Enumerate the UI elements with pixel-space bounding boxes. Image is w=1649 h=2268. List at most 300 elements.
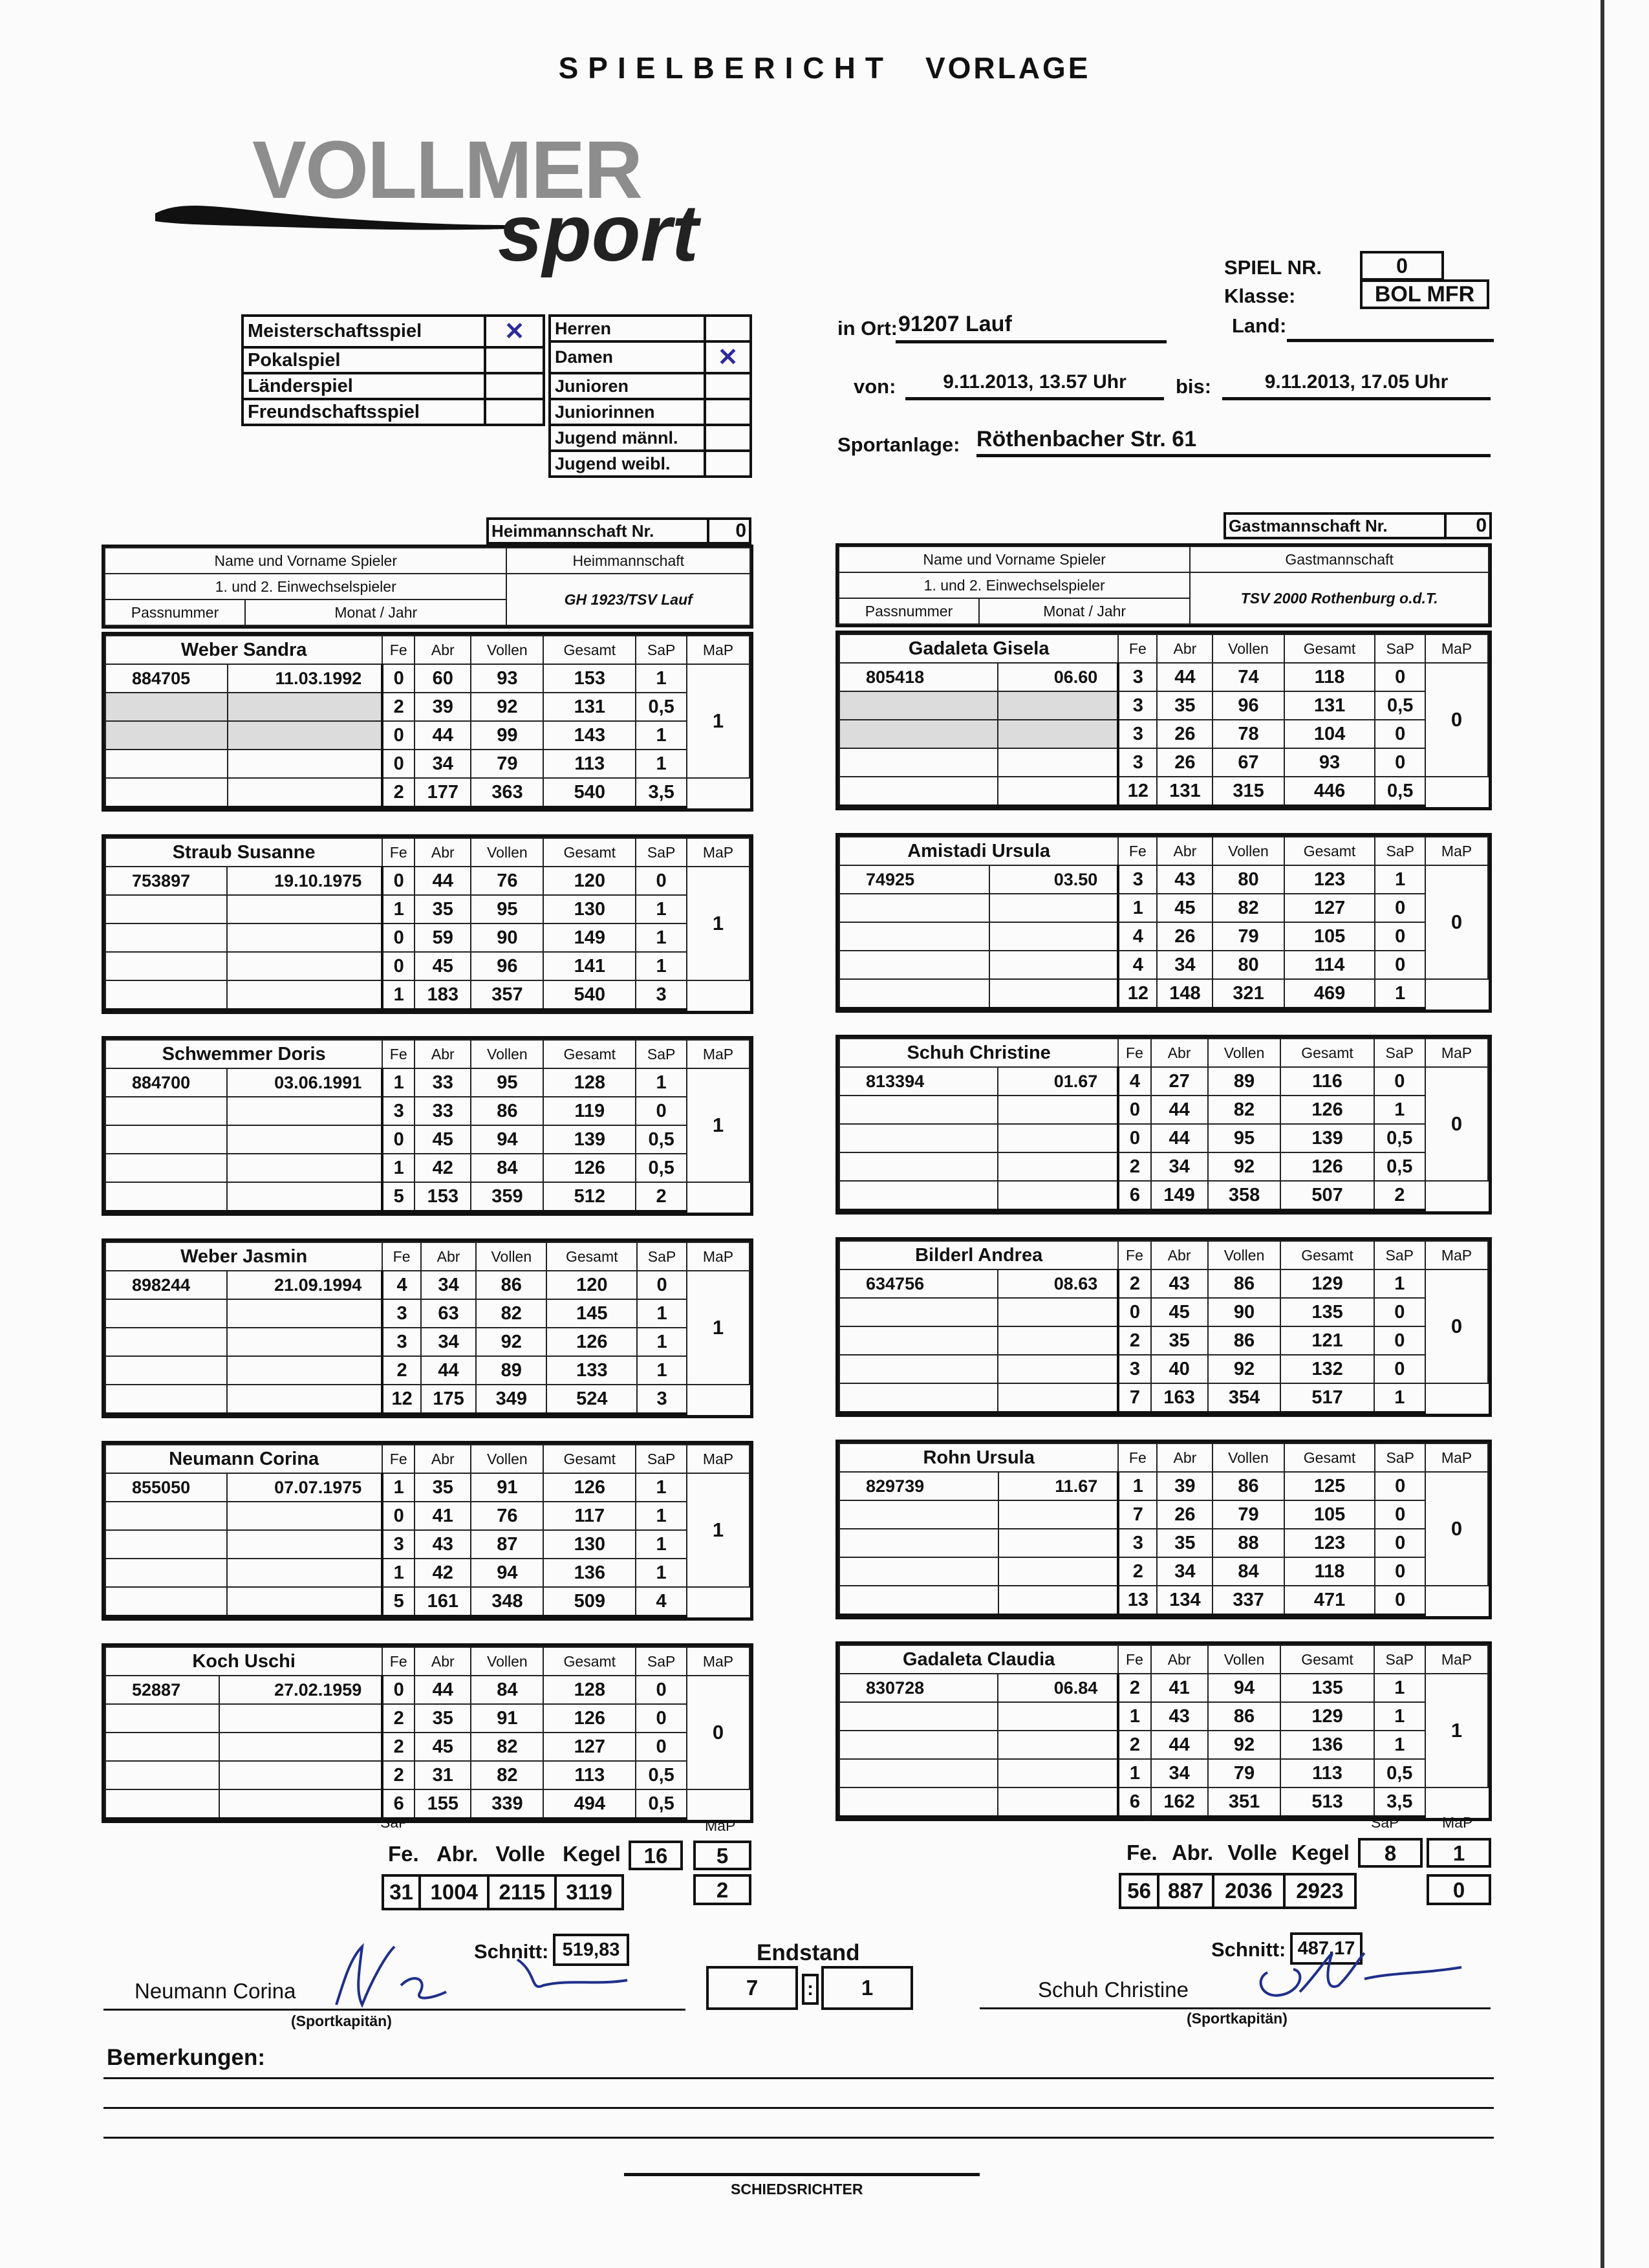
score-cell: 39	[1157, 1472, 1212, 1500]
score-cell: 2	[382, 1733, 415, 1761]
player-date: 08.63	[998, 1269, 1118, 1298]
score-cell: 126	[546, 1328, 637, 1356]
col-header: MaP	[1425, 1039, 1488, 1067]
score-cell: 1	[1374, 1269, 1425, 1298]
score-cell: 139	[1280, 1124, 1374, 1152]
substitute-pass	[105, 895, 227, 923]
spiel-nr-value: 0	[1360, 251, 1444, 281]
total-cell: 12	[1118, 777, 1157, 806]
score-cell: 2	[1118, 1269, 1150, 1298]
substitute-date	[227, 1182, 382, 1211]
col-header: MaP	[687, 1445, 749, 1473]
category-check	[705, 373, 751, 399]
category-check	[705, 425, 751, 451]
substitute-date	[228, 693, 382, 721]
substitute-date	[998, 1096, 1118, 1124]
total-cell: 134	[1157, 1586, 1212, 1615]
game-type-label: Länderspiel	[242, 373, 485, 399]
score-cell: 129	[1280, 1702, 1374, 1731]
col-header: Abr	[1151, 1241, 1208, 1269]
score-cell: 2	[382, 1356, 421, 1385]
score-cell: 126	[543, 1154, 636, 1182]
total-cell: 2	[382, 778, 415, 807]
col-header: MaP	[687, 636, 749, 664]
substitute-date	[227, 1385, 382, 1414]
substitute-pass	[839, 1529, 998, 1557]
score-cell: 95	[1208, 1124, 1281, 1152]
score-cell: 0	[1374, 1298, 1425, 1326]
player-map: 0	[1425, 1269, 1488, 1383]
substitute-date	[989, 894, 1118, 922]
substitute-pass	[105, 750, 228, 778]
substitute-pass	[839, 979, 989, 1008]
substitute-date	[998, 777, 1118, 806]
score-cell: 60	[415, 664, 471, 693]
score-cell: 43	[1151, 1269, 1208, 1298]
score-cell: 40	[1151, 1355, 1208, 1383]
score-cell: 0	[637, 1271, 687, 1299]
col-header: Fe	[1118, 1443, 1157, 1472]
score-cell: 139	[543, 1125, 636, 1154]
score-cell: 1	[636, 1473, 687, 1502]
home-team-header	[102, 545, 753, 629]
substitute-pass	[105, 1328, 227, 1356]
substitute-pass	[839, 1124, 998, 1152]
col-header: Vollen	[471, 1040, 543, 1068]
category-table	[548, 314, 752, 478]
bis-value: 9.11.2013, 17.05 Uhr	[1222, 371, 1491, 400]
player-pass: 830728	[839, 1674, 998, 1702]
player-table	[102, 1441, 753, 1621]
score-cell: 1	[382, 1154, 415, 1182]
score-cell: 128	[543, 1068, 636, 1097]
col-header: SaP	[637, 1242, 687, 1271]
map-empty	[687, 980, 749, 1010]
game-type-row	[242, 373, 544, 399]
map-empty	[1425, 1383, 1488, 1412]
col-header: SaP	[636, 1647, 687, 1676]
home-volle-total: 2115	[488, 1875, 555, 1909]
substitute-date	[989, 951, 1118, 979]
title-suffix: VORLAGE	[925, 51, 1091, 85]
score-cell: 4	[382, 1271, 421, 1299]
score-cell: 1	[636, 952, 687, 980]
player-name: Bilderl Andrea	[839, 1241, 1118, 1269]
score-cell: 132	[1280, 1355, 1374, 1383]
player-map: 1	[687, 664, 749, 778]
score-cell: 45	[415, 1733, 471, 1761]
total-cell: 3,5	[1374, 1787, 1425, 1817]
home-sum-labels	[388, 1842, 621, 1866]
score-cell: 42	[415, 1559, 471, 1587]
score-cell: 35	[415, 1473, 471, 1502]
total-cell: 4	[636, 1587, 687, 1616]
score-cell: 95	[471, 895, 543, 923]
endstand-guest: 1	[821, 1966, 913, 2010]
total-cell: 540	[543, 778, 636, 807]
player-name: Gadaleta Gisela	[839, 634, 1118, 663]
score-cell: 120	[546, 1271, 637, 1299]
score-cell: 79	[1212, 1500, 1284, 1529]
substitute-date	[227, 895, 382, 923]
substitute-pass	[839, 1152, 998, 1181]
col-header: Abr	[415, 838, 471, 867]
substitute-date	[219, 1704, 382, 1733]
category-check	[705, 399, 751, 425]
substitute-pass	[105, 1097, 227, 1125]
score-cell: 130	[543, 895, 636, 923]
substitute-pass	[839, 1557, 998, 1586]
player-table	[102, 632, 753, 812]
player-date: 11.03.1992	[228, 664, 382, 693]
score-cell: 80	[1212, 951, 1284, 979]
score-cell: 129	[1280, 1269, 1374, 1298]
total-cell: 3	[636, 980, 687, 1010]
score-cell: 45	[1151, 1298, 1208, 1326]
score-cell: 82	[471, 1733, 543, 1761]
col-header: MaP	[687, 1040, 749, 1068]
guest-heading: Gastmannschaft	[1190, 546, 1489, 572]
player-name: Weber Sandra	[105, 636, 382, 664]
total-cell: 153	[415, 1182, 471, 1211]
score-cell: 113	[1280, 1759, 1374, 1787]
col-header: Gesamt	[543, 1647, 636, 1676]
score-cell: 121	[1280, 1326, 1374, 1355]
substitute-pass	[105, 1761, 219, 1789]
col-header: SaP	[1375, 634, 1425, 663]
player-map: 1	[687, 867, 749, 980]
category-check	[705, 451, 751, 477]
score-cell: 123	[1284, 865, 1375, 894]
player-name: Weber Jasmin	[105, 1242, 382, 1271]
ort-label: in Ort:	[837, 317, 898, 340]
score-cell: 39	[415, 693, 471, 721]
score-cell: 44	[415, 867, 471, 895]
substitute-date	[219, 1761, 382, 1789]
player-date: 27.02.1959	[219, 1676, 382, 1704]
substitute-date	[998, 1787, 1118, 1817]
substitute-pass	[839, 1326, 998, 1355]
category-row	[550, 451, 751, 477]
col-header: Abr	[415, 636, 471, 664]
total-cell: 469	[1284, 979, 1375, 1008]
total-cell: 175	[421, 1385, 476, 1414]
score-cell: 3	[1118, 691, 1157, 720]
map-empty	[1425, 1787, 1488, 1817]
score-cell: 44	[1151, 1731, 1208, 1759]
substitute-date	[998, 1702, 1118, 1731]
score-cell: 76	[471, 867, 543, 895]
land-label: Land:	[1232, 314, 1287, 337]
col-header: Gesamt	[1280, 1645, 1374, 1674]
score-cell: 0	[382, 750, 415, 778]
score-cell: 82	[471, 1761, 543, 1789]
player-name: Rohn Ursula	[839, 1443, 1118, 1472]
substitute-date	[219, 1789, 382, 1819]
substitute-pass	[105, 1299, 227, 1328]
score-cell: 3	[382, 1097, 415, 1125]
player-table	[102, 1238, 753, 1418]
player-pass: 898244	[105, 1271, 227, 1299]
player-pass: 74925	[839, 865, 989, 894]
score-cell: 3	[1118, 865, 1157, 894]
guest-volle-total: 2036	[1213, 1874, 1284, 1908]
total-cell: 315	[1212, 777, 1284, 806]
total-cell: 12	[1118, 979, 1157, 1008]
score-cell: 45	[415, 1125, 471, 1154]
score-cell: 41	[1151, 1674, 1208, 1702]
substitute-pass	[105, 980, 227, 1010]
col-header: Vollen	[1212, 634, 1284, 663]
substitute-pass	[105, 923, 227, 952]
score-cell: 104	[1284, 720, 1375, 748]
total-cell: 517	[1280, 1383, 1374, 1412]
score-cell: 1	[1374, 1674, 1425, 1702]
game-type-row	[242, 399, 544, 425]
guest-map-label: MaP	[1442, 1814, 1473, 1831]
score-cell: 34	[1151, 1759, 1208, 1787]
col-header: Fe	[1118, 1039, 1150, 1067]
pass-label: Passnummer	[839, 598, 979, 624]
score-cell: 1	[636, 721, 687, 750]
home-kegel-total: 3119	[555, 1875, 623, 1909]
score-cell: 44	[1157, 663, 1212, 691]
score-cell: 0	[636, 867, 687, 895]
home-schnitt-label: Schnitt:	[474, 1940, 549, 1963]
score-cell: 2	[1118, 1152, 1150, 1181]
player-name: Amistadi Ursula	[839, 837, 1118, 865]
col-header: Abr	[1157, 634, 1212, 663]
score-cell: 93	[1284, 748, 1375, 777]
score-cell: 1	[382, 1559, 415, 1587]
volle-label: Volle	[495, 1842, 545, 1866]
guest-schnitt-label: Schnitt:	[1211, 1938, 1286, 1961]
substitute-date	[998, 1500, 1118, 1529]
home-heading: Heimmannschaft	[506, 548, 750, 574]
substitute-date	[219, 1733, 382, 1761]
total-cell: 5	[382, 1182, 415, 1211]
score-cell: 2	[1118, 1674, 1150, 1702]
game-type-check	[485, 347, 544, 373]
substitute-pass	[839, 1787, 998, 1817]
score-cell: 43	[1157, 865, 1212, 894]
game-type-label: Freundschaftsspiel	[242, 399, 485, 425]
home-nr-label: Heimmannschaft Nr.	[491, 521, 654, 541]
score-cell: 118	[1284, 663, 1375, 691]
player-name: Straub Susanne	[105, 838, 382, 867]
map-empty	[1425, 1586, 1488, 1615]
endstand-home: 7	[706, 1966, 798, 2010]
total-cell: 6	[382, 1789, 415, 1819]
score-cell: 0	[1375, 1500, 1425, 1529]
substitute-date	[227, 1356, 382, 1385]
col-header: Gesamt	[1284, 837, 1375, 865]
col-header: Fe	[382, 1040, 415, 1068]
player-table	[102, 1643, 753, 1823]
score-cell: 93	[471, 664, 543, 693]
score-cell: 0	[1118, 1124, 1150, 1152]
score-cell: 0	[1375, 663, 1425, 691]
substitute-pass	[839, 1586, 998, 1615]
score-cell: 1	[1118, 1702, 1150, 1731]
substitute-pass	[839, 777, 998, 806]
category-row	[550, 399, 751, 425]
substitute-pass	[839, 1298, 998, 1326]
score-cell: 84	[1212, 1557, 1284, 1586]
player-map: 0	[1425, 865, 1488, 979]
score-cell: 92	[1208, 1731, 1281, 1759]
substitute-pass	[105, 1733, 219, 1761]
score-cell: 3	[382, 1299, 421, 1328]
col-header: Fe	[382, 1445, 415, 1473]
score-cell: 2	[382, 1704, 415, 1733]
score-cell: 78	[1212, 720, 1284, 748]
score-cell: 90	[471, 923, 543, 952]
score-cell: 79	[1208, 1759, 1281, 1787]
col-header: Gesamt	[543, 1040, 636, 1068]
substitute-date	[998, 748, 1118, 777]
player-map: 0	[1425, 1472, 1488, 1586]
score-cell: 42	[415, 1154, 471, 1182]
score-cell: 120	[543, 867, 636, 895]
player-table	[835, 1237, 1492, 1417]
score-cell: 35	[1157, 1529, 1212, 1557]
player-pass: 829739	[839, 1472, 998, 1500]
player-date: 06.84	[998, 1674, 1118, 1702]
score-cell: 3	[1118, 1529, 1157, 1557]
bis-label: bis:	[1176, 375, 1212, 398]
score-cell: 7	[1118, 1500, 1157, 1529]
home-sap-total: 16	[629, 1841, 683, 1870]
score-cell: 84	[471, 1676, 543, 1704]
col-header: Abr	[415, 1445, 471, 1473]
col-header: Vollen	[1208, 1241, 1281, 1269]
score-cell: 117	[543, 1502, 636, 1530]
map-empty	[687, 1587, 749, 1616]
category-label: Jugend männl.	[550, 425, 705, 451]
score-cell: 0,5	[1374, 1759, 1425, 1787]
col-header: Abr	[1151, 1039, 1208, 1067]
score-cell: 0,5	[1374, 1152, 1425, 1181]
total-cell: 13	[1118, 1586, 1157, 1615]
game-type-row	[242, 316, 544, 347]
score-cell: 0,5	[636, 693, 687, 721]
score-cell: 1	[1118, 1759, 1150, 1787]
player-date: 19.10.1975	[227, 867, 382, 895]
substitute-date	[998, 1181, 1118, 1210]
score-cell: 1	[636, 1530, 687, 1559]
total-cell: 177	[415, 778, 471, 807]
total-cell: 183	[415, 980, 471, 1010]
substitute-pass	[105, 1154, 227, 1182]
total-cell: 1	[1375, 979, 1425, 1008]
score-cell: 67	[1212, 748, 1284, 777]
monat-label: Monat / Jahr	[245, 599, 506, 625]
game-type-check	[485, 373, 544, 399]
score-cell: 130	[543, 1530, 636, 1559]
col-header: Abr	[1157, 1443, 1212, 1472]
von-value: 9.11.2013, 13.57 Uhr	[905, 371, 1164, 400]
score-cell: 44	[415, 721, 471, 750]
total-cell: 354	[1208, 1383, 1281, 1412]
col-header: Vollen	[476, 1242, 546, 1271]
pass-label: Passnummer	[105, 599, 245, 625]
substitute-pass	[105, 1125, 227, 1154]
substitute-pass	[105, 1704, 219, 1733]
score-cell: 1	[636, 750, 687, 778]
total-cell: 12	[382, 1385, 421, 1414]
total-cell: 0,5	[636, 1789, 687, 1819]
col-header: MaP	[687, 838, 749, 867]
score-cell: 3	[1118, 663, 1157, 691]
score-cell: 0,5	[1375, 691, 1425, 720]
total-cell: 363	[471, 778, 543, 807]
score-cell: 143	[543, 721, 636, 750]
substitute-date	[998, 1355, 1118, 1383]
total-cell: 509	[543, 1587, 636, 1616]
score-cell: 86	[1208, 1326, 1281, 1355]
score-cell: 1	[1374, 1702, 1425, 1731]
score-cell: 0	[382, 1125, 415, 1154]
score-cell: 4	[1118, 1067, 1150, 1096]
score-cell: 76	[471, 1502, 543, 1530]
substitute-pass	[105, 1385, 227, 1414]
kegel-label: Kegel	[1291, 1841, 1350, 1864]
player-pass: 855050	[105, 1473, 227, 1502]
score-cell: 2	[382, 693, 415, 721]
score-cell: 96	[471, 952, 543, 980]
score-cell: 94	[471, 1559, 543, 1587]
spiel-nr-label: SPIEL NR.	[1224, 256, 1322, 279]
score-cell: 41	[415, 1502, 471, 1530]
score-cell: 87	[471, 1530, 543, 1559]
total-cell: 161	[415, 1587, 471, 1616]
total-cell: 471	[1284, 1586, 1375, 1615]
score-cell: 26	[1157, 922, 1212, 951]
map-empty	[687, 1789, 749, 1819]
player-date: 03.50	[989, 865, 1118, 894]
total-cell: 163	[1151, 1383, 1208, 1412]
name-label: Name und Vorname Spieler	[839, 546, 1190, 572]
total-cell: 357	[471, 980, 543, 1010]
home-nr-value: 0	[707, 520, 749, 542]
col-header: Abr	[415, 1647, 471, 1676]
score-cell: 94	[471, 1125, 543, 1154]
col-header: SaP	[636, 838, 687, 867]
substitute-pass	[105, 1587, 227, 1616]
guest-abr-total: 887	[1158, 1874, 1213, 1908]
substitute-pass	[839, 1702, 998, 1731]
game-type-label: Pokalspiel	[242, 347, 485, 373]
score-cell: 145	[546, 1299, 637, 1328]
player-map: 0	[1425, 663, 1488, 777]
category-row	[550, 341, 751, 373]
score-cell: 74	[1212, 663, 1284, 691]
score-cell: 95	[471, 1068, 543, 1097]
score-cell: 82	[476, 1299, 546, 1328]
category-check: ✕	[705, 341, 751, 373]
score-cell: 33	[415, 1097, 471, 1125]
score-cell: 91	[471, 1704, 543, 1733]
substitute-date	[228, 750, 382, 778]
home-captain-name: Neumann Corina	[135, 1979, 296, 2003]
home-map-label: MaP	[705, 1817, 736, 1834]
page-title	[0, 50, 1649, 85]
substitute-pass	[839, 720, 998, 748]
player-name: Gadaleta Claudia	[839, 1645, 1118, 1674]
game-type-check	[485, 399, 544, 425]
score-cell: 1	[637, 1356, 687, 1385]
